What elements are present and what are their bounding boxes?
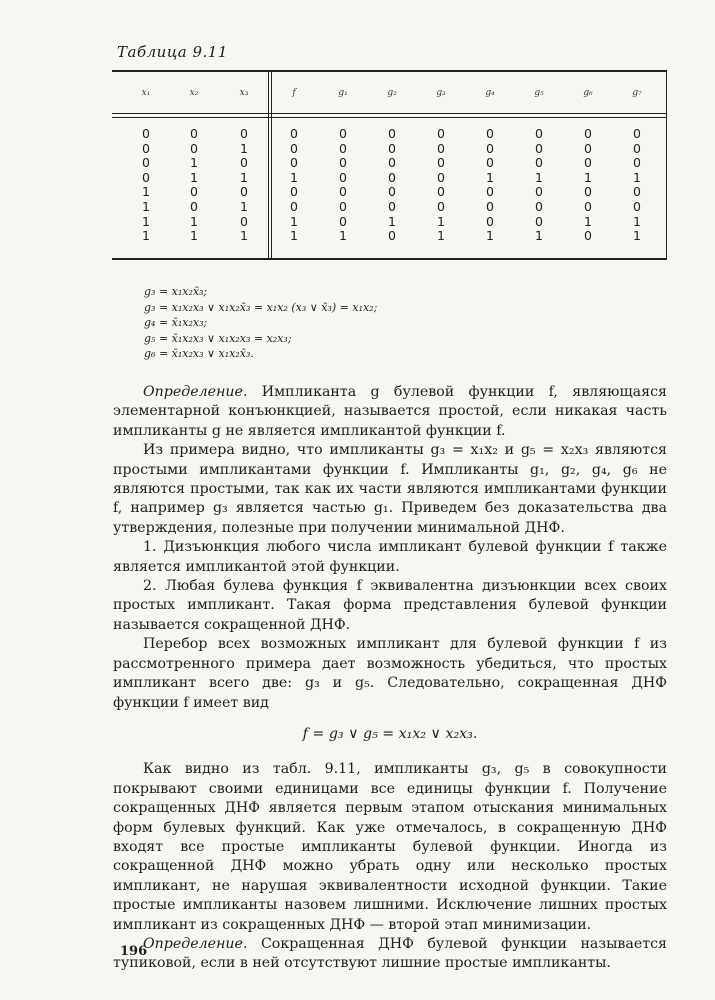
table-cell: 1 <box>142 198 150 214</box>
table-cell: 0 <box>437 184 445 200</box>
table-cell: 0 <box>190 126 198 141</box>
table-caption: Таблица 9.11 <box>117 43 228 61</box>
definition-deadend-dnf <box>113 935 667 974</box>
table-cell: 0 <box>535 126 543 141</box>
body-text <box>113 383 667 974</box>
header-g2: g₂ <box>387 88 397 98</box>
table-cell: 0 <box>388 126 396 141</box>
table-cell: 0 <box>584 155 592 171</box>
table-cell: 0 <box>339 126 347 141</box>
page-number: 196 <box>120 944 148 959</box>
table-cell: 0 <box>437 140 445 156</box>
table-cell: 1 <box>486 228 494 244</box>
table-header-rule <box>112 113 667 114</box>
table-cell: 0 <box>339 169 347 185</box>
paragraph: Из примера видно, что импликанты g₃ = x₁x₂ и g₅ = x₂x₃ являются простыми импликантами функции f. Импликанты g₁, g₂, g₄, g₆ не являются простыми, так как их части являются импликантами функции f, например g₃ является частью g₁. Приведем без доказательства два утверждения, полезные при получении минимальной ДНФ. <box>113 442 667 536</box>
table-cell: 0 <box>339 198 347 214</box>
table-cell: 1 <box>240 228 248 244</box>
table-cell: 0 <box>633 198 641 214</box>
table-cell: 0 <box>388 155 396 171</box>
table-cell: 0 <box>486 184 494 200</box>
table-cell: 1 <box>190 155 198 171</box>
table-cell: 0 <box>633 140 641 156</box>
header-g3: g₃ <box>436 88 446 98</box>
table-bottom-rule <box>112 258 667 260</box>
column-g3 <box>431 127 451 244</box>
table-cell: 1 <box>290 169 298 185</box>
column-g4 <box>480 127 500 244</box>
table-cell: 0 <box>535 184 543 200</box>
table-cell: 0 <box>240 155 248 171</box>
table-header-rule-2 <box>112 117 667 118</box>
table-cell: 0 <box>240 126 248 141</box>
table-cell: 0 <box>190 140 198 156</box>
header-x2: x₂ <box>189 88 199 98</box>
table-cell: 0 <box>437 169 445 185</box>
table-cell: 0 <box>142 169 150 185</box>
table-cell: 1 <box>142 213 150 229</box>
table-cell: 0 <box>290 155 298 171</box>
table-cell: 0 <box>486 213 494 229</box>
header-g6: g₆ <box>583 88 593 98</box>
paragraph: Как видно из табл. 9.11, импликанты g₃, g₅ в совокупности покрывают своими единицами все единицы функции f. Получение сокращенных ДНФ является первым этапом отыскания минимальных форм булевых функций. Как уже отмечалось, в сокращенную ДНФ входят все простые импликанты булевой функции. Иногда из сокращенной ДНФ можно убрать одну или несколько простых импликант, не нарушая эквивалентности исходной функции. Такие простые импликанты назовем лишними. Исключение лишних простых импликант из сокращенных ДНФ — второй этап минимизации. <box>113 761 667 933</box>
definition-body: Сокращенная ДНФ булевой функции называется тупиковой, если в ней отсутствуют лишние простые импликанты. <box>113 935 667 972</box>
table-cell: 0 <box>142 140 150 156</box>
column-g5 <box>529 127 549 244</box>
table-cell: 0 <box>388 169 396 185</box>
formula-line: g₆ = x̄₁x₂x₃ ∨ x₁x₂x̄₃. <box>144 347 254 361</box>
table-cell: 1 <box>240 169 248 185</box>
definition-term: Определение. <box>143 935 248 952</box>
table-cell: 0 <box>486 155 494 171</box>
table-cell: 1 <box>535 228 543 244</box>
table-cell: 1 <box>190 169 198 185</box>
header-x1: x₁ <box>141 88 151 98</box>
table-cell: 0 <box>584 228 592 244</box>
table-cell: 0 <box>633 184 641 200</box>
table-cell: 0 <box>190 184 198 200</box>
table-cell: 0 <box>240 213 248 229</box>
table-cell: 0 <box>339 155 347 171</box>
column-x2 <box>184 127 204 244</box>
table-cell: 0 <box>437 198 445 214</box>
table-cell: 1 <box>290 213 298 229</box>
table-cell: 0 <box>290 198 298 214</box>
table-cell: 1 <box>633 213 641 229</box>
table-cell: 1 <box>190 213 198 229</box>
table-cell: 0 <box>584 184 592 200</box>
table-cell: 0 <box>584 126 592 141</box>
header-g1: g₁ <box>338 88 348 98</box>
header-g5: g₅ <box>534 88 544 98</box>
formula-line: g₃ = x₁x₂x̄₃; <box>144 285 208 298</box>
table-cell: 0 <box>535 155 543 171</box>
paragraph: 1. Дизъюнкция любого числа импликант булевой функции f также является импликантой этой функции. <box>113 539 667 575</box>
table-right-edge <box>666 70 667 260</box>
table-cell: 1 <box>290 228 298 244</box>
formula-line: g₄ = x̄₁x₂x₃; <box>144 316 208 330</box>
column-g2 <box>382 127 402 244</box>
table-cell: 0 <box>290 126 298 141</box>
table-cell: 1 <box>486 169 494 185</box>
table-cell: 0 <box>339 184 347 200</box>
table-cell: 0 <box>535 140 543 156</box>
column-g7 <box>627 127 647 244</box>
table-cell: 1 <box>437 228 445 244</box>
table-cell: 1 <box>339 228 347 244</box>
table-cell: 0 <box>437 126 445 141</box>
table-cell: 1 <box>142 184 150 200</box>
table-cell: 0 <box>437 155 445 171</box>
column-g1 <box>333 127 353 244</box>
definition-simple-implicant <box>113 383 667 441</box>
header-x3: x₃ <box>239 88 249 98</box>
truth-table <box>112 70 667 260</box>
header-g4: g₄ <box>485 88 495 98</box>
definition-body: Импликанта g булевой функции f, являющаяся элементарной конъюнкцией, называется простой, если никакая часть импликанты g не является импликантой функции f. <box>113 384 667 439</box>
table-cell: 0 <box>388 184 396 200</box>
table-cell: 0 <box>388 228 396 244</box>
table-cell: 0 <box>584 140 592 156</box>
table-cell: 1 <box>584 169 592 185</box>
table-cell: 1 <box>633 228 641 244</box>
table-cell: 1 <box>535 169 543 185</box>
definition-term: Определение. <box>143 384 248 400</box>
table-cell: 0 <box>388 198 396 214</box>
column-x3 <box>234 127 254 244</box>
formula-list <box>144 284 377 362</box>
column-x1 <box>136 127 156 244</box>
table-cell: 0 <box>290 140 298 156</box>
table-cell: 1 <box>633 169 641 185</box>
column-g6 <box>578 127 598 244</box>
table-cell: 0 <box>633 126 641 141</box>
table-cell: 1 <box>437 213 445 229</box>
main-formula: f = g₃ ∨ g₅ = x₁x₂ ∨ x₂x₃. <box>302 725 478 742</box>
table-top-rule <box>112 70 667 72</box>
paragraph: Перебор всех возможных импликант для булевой функции f из рассмотренного примера дает возможность убедиться, что простых импликант всего две: g₃ и g₅. Следовательно, сокращенная ДНФ функции f имеет вид <box>113 636 667 711</box>
table-cell: 1 <box>584 213 592 229</box>
table-cell: 0 <box>486 126 494 141</box>
table-cell: 0 <box>190 198 198 214</box>
table-cell: 0 <box>240 184 248 200</box>
table-cell: 0 <box>633 155 641 171</box>
table-divider-2 <box>271 70 272 260</box>
formula-line: g₃ = x₁x₂x₃ ∨ x₁x₂x̄₃ = x₁x₂ (x₃ ∨ x̄₃) = x₁x₂; <box>144 300 378 314</box>
table-cell: 0 <box>142 126 150 141</box>
table-cell: 0 <box>584 198 592 214</box>
table-cell: 0 <box>142 155 150 171</box>
table-cell: 0 <box>388 140 396 156</box>
table-cell: 1 <box>388 213 396 229</box>
table-cell: 1 <box>190 228 198 244</box>
table-cell: 1 <box>240 198 248 214</box>
table-cell: 0 <box>535 213 543 229</box>
table-cell: 1 <box>142 228 150 244</box>
table-cell: 0 <box>339 213 347 229</box>
table-cell: 0 <box>486 140 494 156</box>
table-cell: 1 <box>240 140 248 156</box>
header-f: f <box>292 88 296 98</box>
formula-line: g₅ = x̄₁x₂x₃ ∨ x₁x₂x₃ = x₂x₃; <box>144 331 292 345</box>
table-cell: 0 <box>486 198 494 214</box>
table-divider <box>268 70 269 260</box>
table-cell: 0 <box>535 198 543 214</box>
paragraph: 2. Любая булева функция f эквивалентна дизъюнкции всех своих простых импликант. Такая форма представления булевой функции называется сокращенной ДНФ. <box>113 578 667 633</box>
table-cell: 0 <box>339 140 347 156</box>
header-g7: g₇ <box>632 88 642 98</box>
table-cell: 0 <box>290 184 298 200</box>
column-f <box>284 127 304 244</box>
